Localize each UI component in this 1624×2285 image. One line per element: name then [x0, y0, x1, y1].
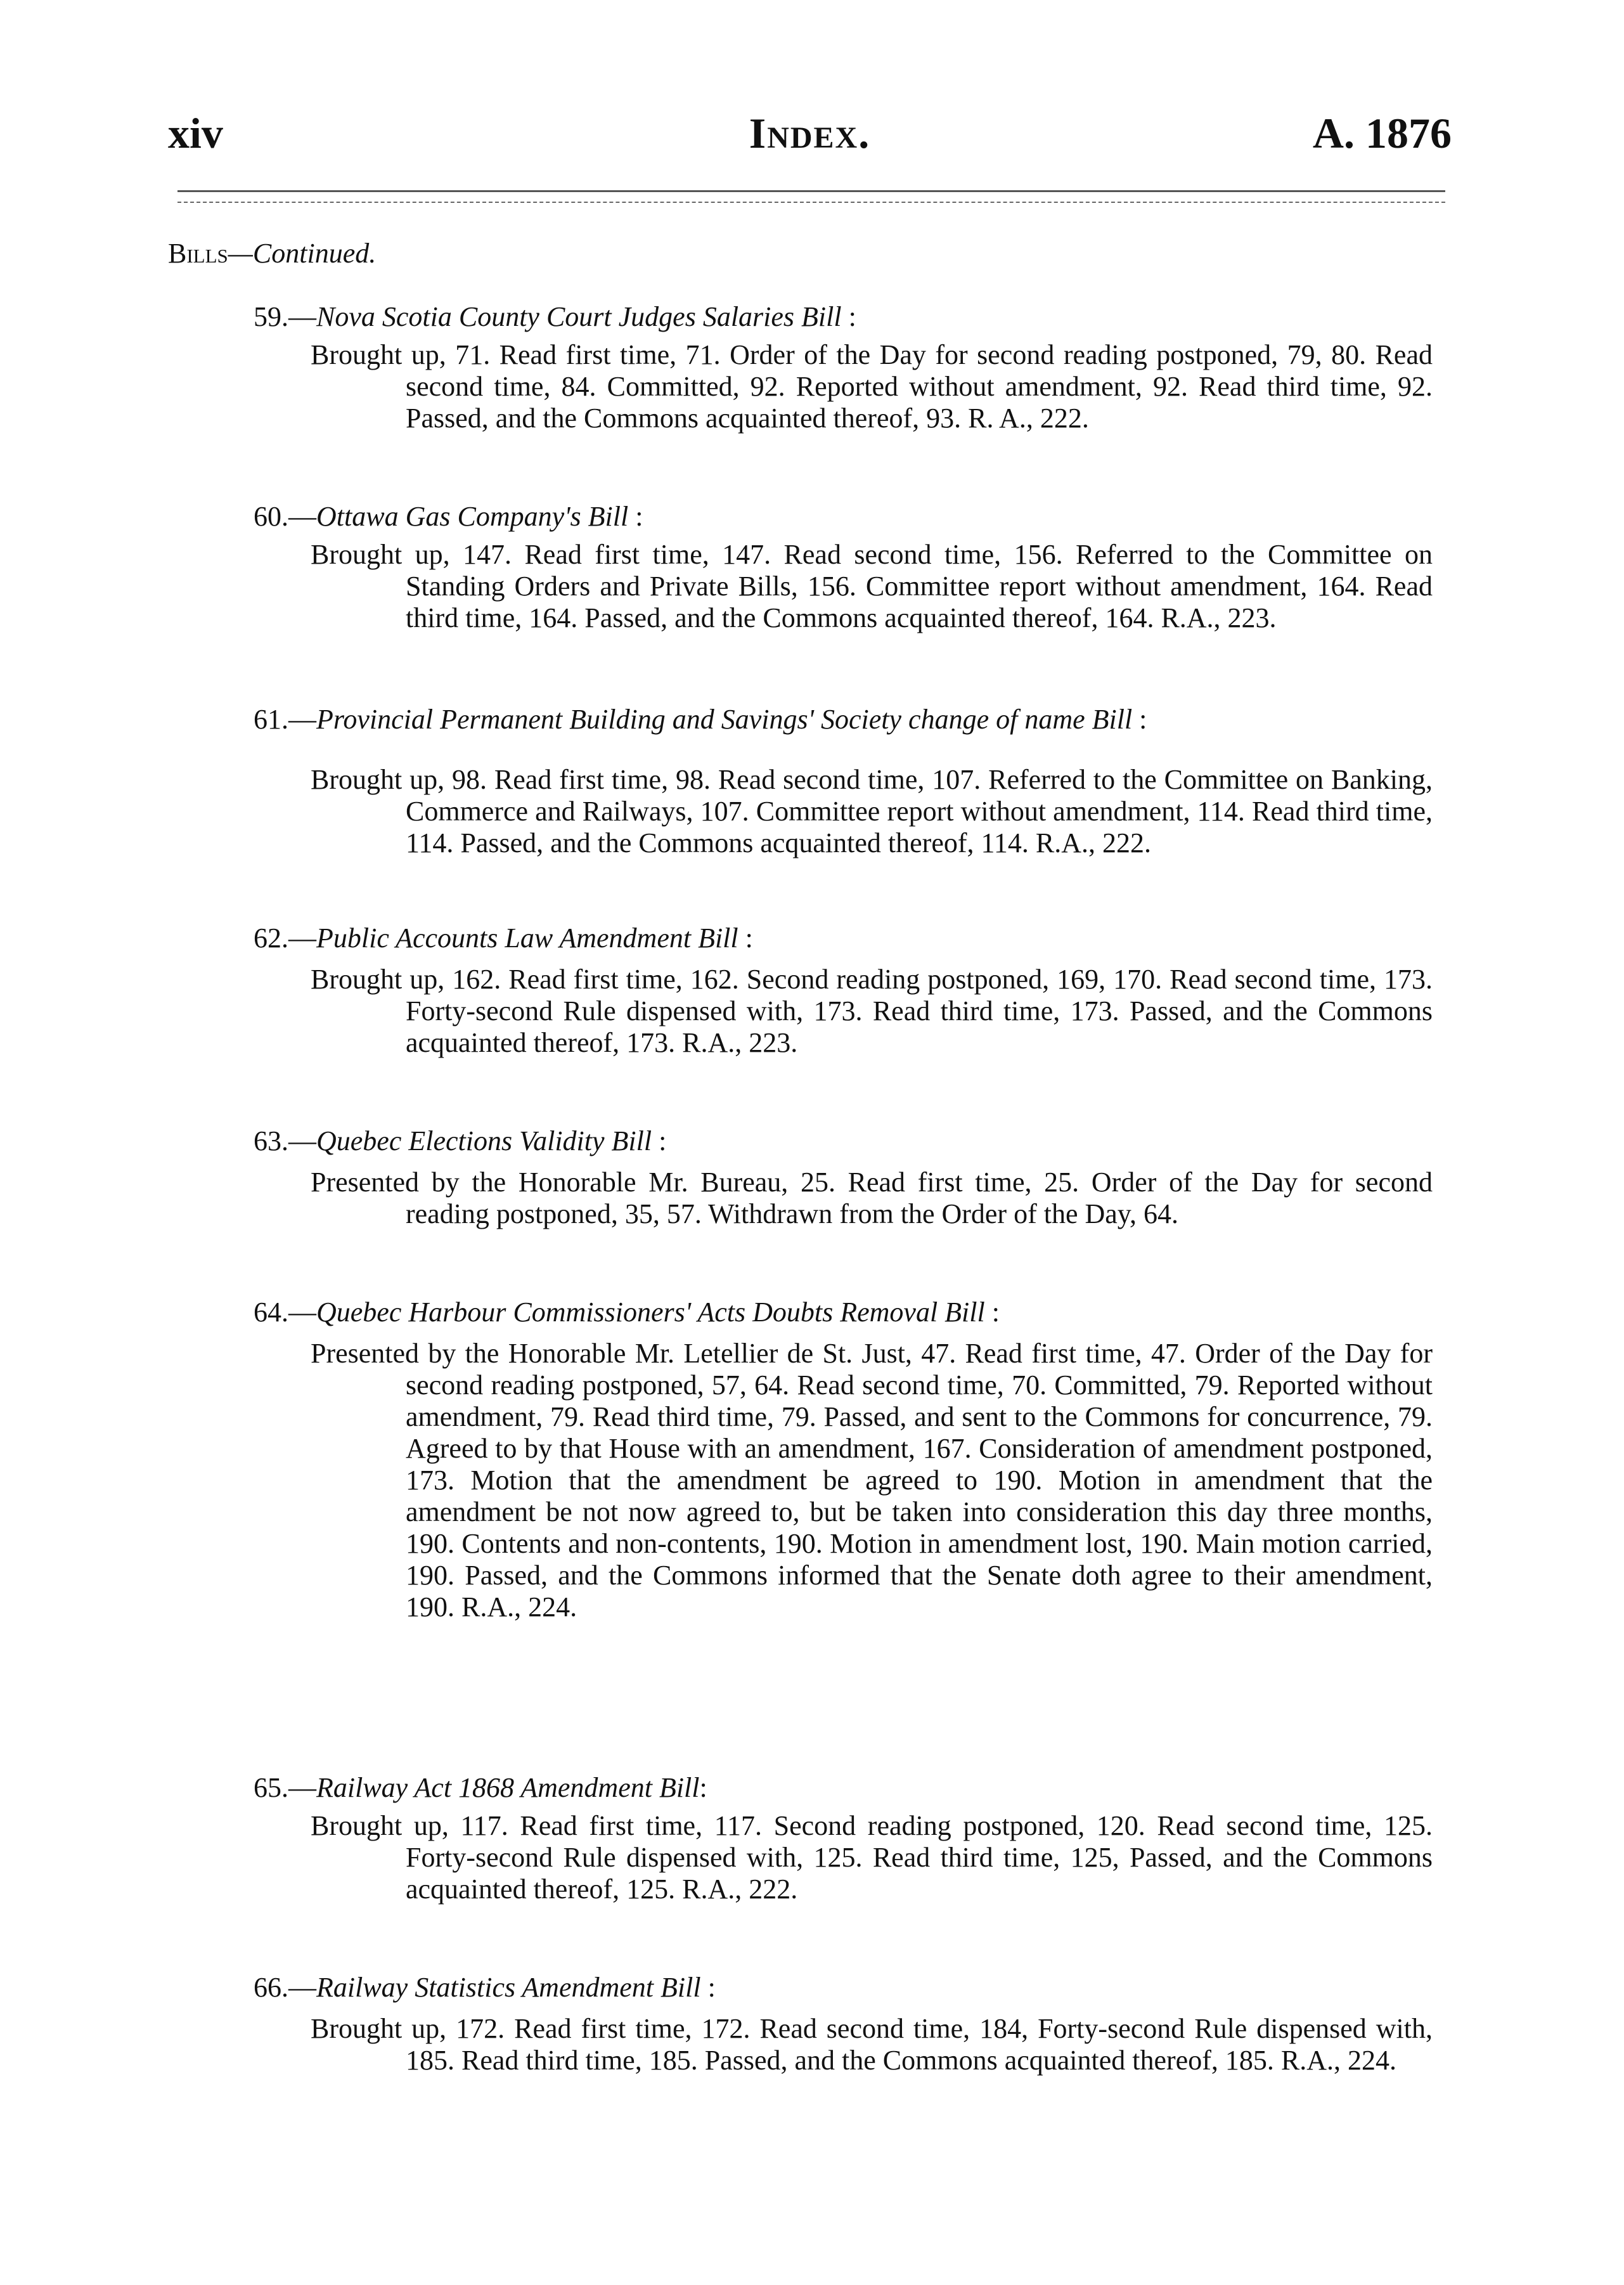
entry-number: 60.— — [254, 501, 316, 532]
entry-title-tail: : — [700, 1972, 716, 2003]
entry-title — [254, 919, 753, 957]
section-heading — [168, 235, 376, 273]
entry-title-tail: : — [984, 1297, 1000, 1328]
entry-body: Presented by the Honorable Mr. Bureau, 25. Read first time, 25. Order of the Day for second reading postponed, 35, 57. Withdrawn from the Order of the Day, 64. — [311, 1167, 1433, 1229]
page-number: xiv — [168, 109, 223, 157]
entry-number: 64.— — [254, 1297, 316, 1328]
entry-body: Brought up, 147. Read first time, 147. Read second time, 156. Referred to the Committee on Standing Orders and Private Bills, 156. Committee report without amendment, 164. Read third time, 164. Passed, and the Commons acquainted thereof, 164. R.A., 223. — [311, 539, 1433, 633]
entry-number: 61.— — [254, 704, 316, 735]
entry-title — [254, 1969, 716, 2007]
entry-title-tail: : — [738, 922, 753, 954]
entry-bill-name: Public Accounts Law Amendment Bill — [316, 922, 738, 954]
entry-body: Brought up, 117. Read first time, 117. Second reading postponed, 120. Read second time, 125. Forty-second Rule dispensed with, 125. Read third time, 125, Passed, and the Commons acquainted thereof, 125. R.A., 222. — [311, 1810, 1433, 1905]
entry-body: Presented by the Honorable Mr. Letellier de St. Just, 47. Read first time, 47. Order of the Day for second reading postponed, 57, 64. Read second time, 70. Committed, 79. Reported without amendment, 79. Read third time, 79. Passed, and sent to the Commons for concurrence, 79. Agreed to by that House with an amendment, 167. Consideration of amendment postponed, 173. Motion that the amendment be agreed to 190. Motion in amendment that the amendment be not now agreed to, but be taken into consideration this day three months, 190. Contents and non-contents, 190. Motion in amendment lost, 190. Main motion carried, 190. Passed, and the Commons informed that the Senate doth agree to their amendment, 190. R.A., 224. — [311, 1338, 1433, 1622]
entry-number: 66.— — [254, 1972, 316, 2003]
entry-title-tail: : — [841, 301, 856, 332]
entry-title-tail: : — [699, 1772, 707, 1803]
entry-bill-name: Quebec Elections Validity Bill — [316, 1125, 652, 1156]
entry-bill-name: Railway Act 1868 Amendment Bill — [316, 1772, 700, 1803]
entry-title-tail: : — [628, 501, 643, 532]
entry-title — [254, 1769, 707, 1807]
entry-title-tail: : — [652, 1125, 667, 1156]
entry-title — [254, 1293, 1000, 1331]
section-continued: —Continued. — [228, 238, 377, 269]
entry-body: Brought up, 162. Read first time, 162. Second reading postponed, 169, 170. Read second time, 173. Forty-second Rule dispensed with, 173. Read third time, 173. Passed, and the Commons acquainted thereof, 173. R.A., 223. — [311, 964, 1433, 1058]
entry-number: 59.— — [254, 301, 316, 332]
header-rule-secondary — [177, 202, 1445, 203]
page-header — [168, 108, 1452, 165]
entry-title — [254, 701, 1147, 739]
entry-body: Brought up, 98. Read first time, 98. Read second time, 107. Referred to the Committee on Banking, Commerce and Railways, 107. Committee report without amendment, 114. Read third time, 114. Passed, and the Commons acquainted thereof, 114. R.A., 222. — [311, 764, 1433, 858]
entry-title — [254, 298, 856, 336]
entry-number: 65.— — [254, 1772, 316, 1803]
entry-title-tail: : — [1132, 704, 1147, 735]
entry-bill-name: Quebec Harbour Commissioners' Acts Doubts Removal Bill — [316, 1297, 985, 1328]
entry-title — [254, 498, 643, 536]
entry-number: 62.— — [254, 922, 316, 954]
entry-number: 63.— — [254, 1125, 316, 1156]
entry-bill-name: Railway Statistics Amendment Bill — [316, 1972, 701, 2003]
entry-body: Brought up, 71. Read first time, 71. Order of the Day for second reading postponed, 79, 80. Read second time, 84. Committed, 92. Reported without amendment, 92. Read third time, 92. Passed, and the Commons acquainted thereof, 93. R. A., 222. — [311, 339, 1433, 434]
entry-title — [254, 1122, 666, 1160]
entry-bill-name: Ottawa Gas Company's Bill — [316, 501, 629, 532]
running-title: Index. — [749, 109, 871, 157]
entry-bill-name: Nova Scotia County Court Judges Salaries Bill — [316, 301, 842, 332]
entry-body: Brought up, 172. Read first time, 172. Read second time, 184, Forty-second Rule dispensed with, 185. Read third time, 185. Passed, and the Commons acquainted thereof, 185. R.A., 224. — [311, 2013, 1433, 2076]
year-label: A. 1876 — [1312, 109, 1452, 157]
section-name: Bills — [168, 238, 228, 269]
entry-bill-name: Provincial Permanent Building and Savings' Society change of name Bill — [316, 704, 1133, 735]
header-rule — [177, 190, 1445, 192]
